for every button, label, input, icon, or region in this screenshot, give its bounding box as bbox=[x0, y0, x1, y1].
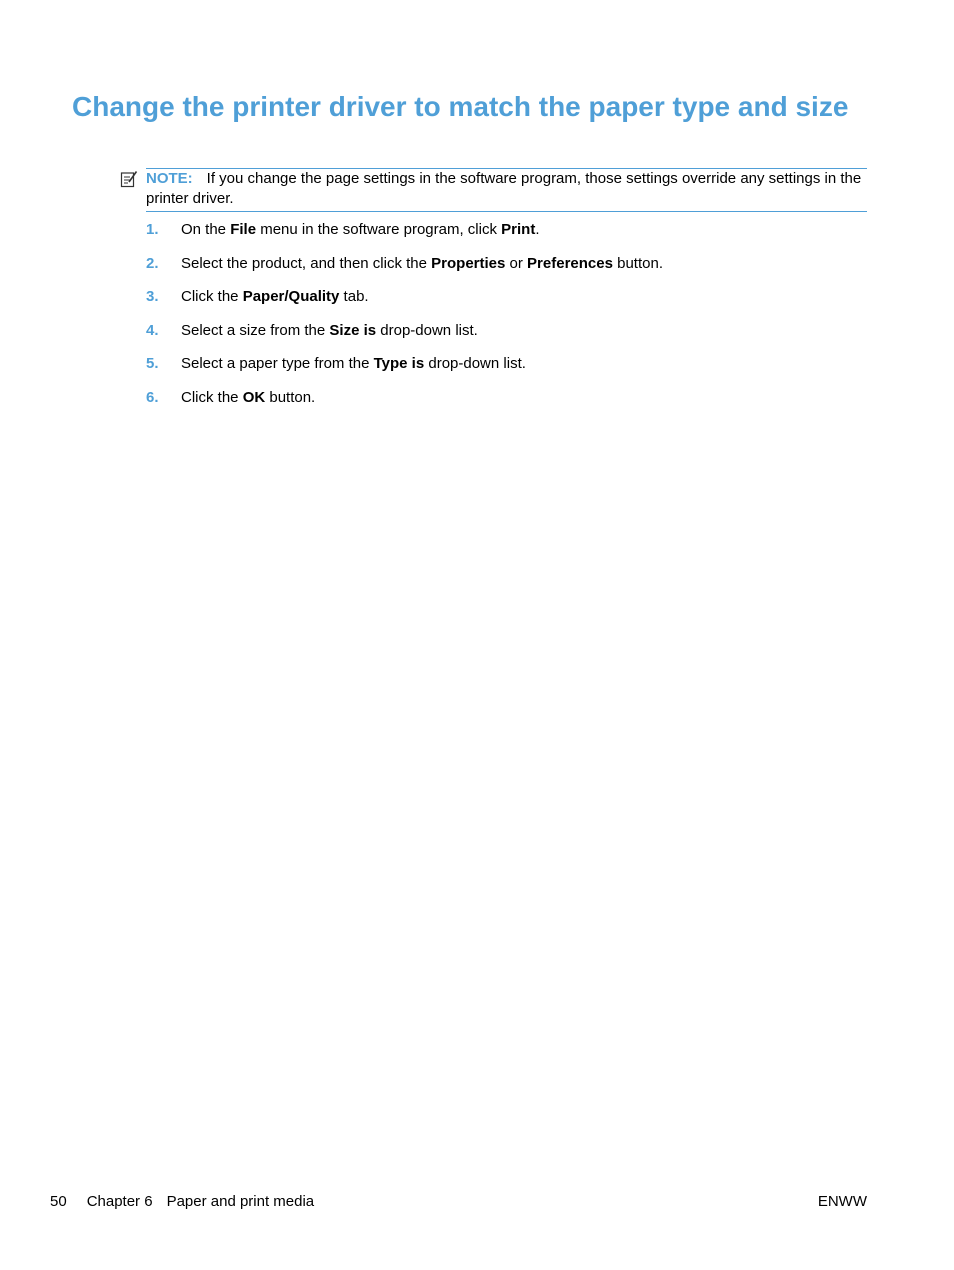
page-number: 50 bbox=[50, 1193, 67, 1210]
step-fragment: button. bbox=[612, 254, 663, 272]
step-fragment: Select a size from the bbox=[181, 321, 330, 339]
note-pencil-icon bbox=[120, 170, 138, 188]
step-fragment: or bbox=[505, 254, 528, 272]
step-number: 5. bbox=[146, 355, 159, 373]
step-fragment: menu in the software program, click bbox=[256, 221, 502, 238]
step-fragment: . bbox=[535, 221, 540, 238]
step-number: 3. bbox=[146, 288, 159, 306]
page-title: Change the printer driver to match the paper type and size bbox=[72, 91, 849, 122]
step-fragment: drop-down list. bbox=[424, 355, 526, 373]
step-text bbox=[181, 287, 369, 307]
chapter-title: Paper and print media bbox=[166, 1193, 315, 1210]
note-label: NOTE: bbox=[146, 170, 193, 187]
step-fragment: Select a paper type from the bbox=[181, 355, 374, 373]
chapter-label: Chapter 6 bbox=[86, 1193, 153, 1210]
step-text bbox=[181, 254, 663, 274]
list-item bbox=[146, 287, 866, 321]
step-fragment: tab. bbox=[339, 288, 369, 306]
step-emphasis: Preferences bbox=[527, 254, 613, 272]
footer-left bbox=[50, 1192, 314, 1212]
note-text: If you change the page settings in the software program, those settings override any settings in the printer driver. bbox=[146, 170, 862, 207]
step-number: 4. bbox=[146, 321, 159, 339]
list-item bbox=[146, 321, 866, 355]
list-item bbox=[146, 388, 866, 422]
step-number: 6. bbox=[146, 388, 159, 406]
step-text bbox=[181, 321, 478, 341]
step-fragment: Click the bbox=[181, 288, 243, 306]
step-fragment: drop-down list. bbox=[376, 321, 478, 339]
footer-right: ENWW bbox=[817, 1193, 867, 1210]
step-emphasis: Print bbox=[501, 221, 536, 238]
step-emphasis: OK bbox=[242, 388, 266, 406]
step-fragment: button. bbox=[265, 388, 316, 406]
step-text bbox=[181, 220, 540, 240]
step-emphasis: File bbox=[230, 221, 257, 238]
list-item bbox=[146, 254, 866, 288]
steps-list bbox=[146, 220, 866, 422]
step-emphasis: Properties bbox=[431, 254, 506, 272]
step-emphasis: Paper/Quality bbox=[242, 288, 340, 306]
step-fragment: On the bbox=[181, 221, 231, 238]
note-box bbox=[146, 168, 867, 212]
step-fragment: Select the product, and then click the bbox=[181, 254, 432, 272]
step-number: 2. bbox=[146, 254, 159, 272]
step-number: 1. bbox=[146, 221, 159, 238]
step-fragment: Click the bbox=[181, 388, 243, 406]
list-item bbox=[146, 354, 866, 388]
step-text bbox=[181, 388, 315, 408]
step-text bbox=[181, 354, 526, 374]
list-item bbox=[146, 220, 866, 254]
step-emphasis: Type is bbox=[373, 355, 425, 373]
step-emphasis: Size is bbox=[329, 321, 377, 339]
